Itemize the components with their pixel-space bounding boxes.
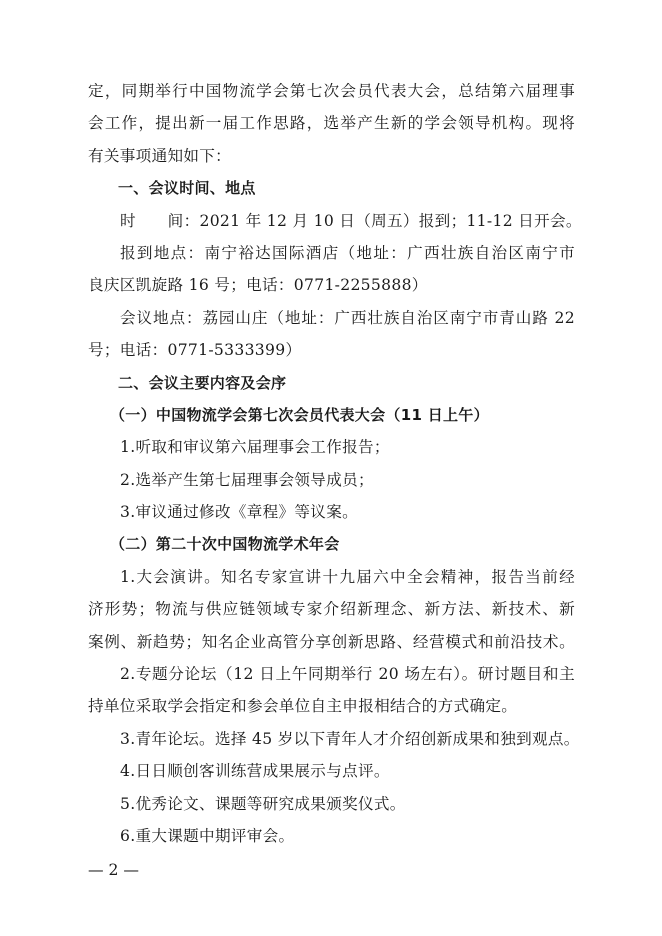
subsection-heading-1: （一）中国物流学会第七次会员代表大会（11 日上午） [110,405,489,424]
subsection-heading-2: （二）第二十次中国物流学术年会 [110,535,340,554]
meeting-time-line: 时 间：2021 年 12 月 10 日（周五）报到；11-12 日开会。 [120,211,582,230]
list-item: 1.听取和审议第六届理事会工作报告； [120,438,390,457]
list-item: 3.青年论坛。选择 45 岁以下青年人才介绍创新成果和独到观点。 [120,729,580,748]
paragraph-line: 济形势；物流与供应链领域专家介绍新理念、新方法、新技术、新 [88,600,575,619]
paragraph-line: 案例、新趋势；知名企业高管分享创新思路、经营模式和前沿技术。 [88,632,575,651]
list-item: 5.优秀论文、课题等研究成果颁奖仪式。 [120,794,406,813]
list-item: 3.审议通过修改《章程》等议案。 [120,503,358,522]
registration-location-line: 报到地点：南宁裕达国际酒店（地址：广西壮族自治区南宁市 [120,243,575,262]
paragraph-line: 会工作，提出新一届工作思路，选举产生新的学会领导机构。现将 [88,114,575,133]
list-item: 1.大会演讲。知名专家宣讲十九届六中全会精神，报告当前经 [120,567,575,586]
paragraph-line: 定，同期举行中国物流学会第七次会员代表大会，总结第六届理事 [88,82,575,100]
meeting-phone-line: 号；电话：0771-5333399） [88,341,302,360]
page-number: — 2 — [88,861,140,879]
list-item: 2.选举产生第七届理事会领导成员； [120,470,374,489]
list-item: 6.重大课题中期评审会。 [120,826,295,845]
document-page [88,75,582,852]
paragraph-line: 有关事项通知如下： [88,146,232,165]
list-item: 2.专题分论坛（12 日上午同期举行 20 场左右）。研讨题目和主 [120,665,575,684]
section-heading-2: 二、会议主要内容及会序 [118,373,287,392]
registration-address-line: 良庆区凯旋路 16 号；电话：0771-2255888） [88,276,428,295]
section-heading-1: 一、会议时间、地点 [118,179,256,198]
paragraph-line: 持单位采取学会指定和参会单位自主申报相结合的方式确定。 [88,697,518,716]
list-item: 4.日日顺创客训练营成果展示与点评。 [120,762,390,781]
meeting-location-line: 会议地点：荔园山庄（地址：广西壮族自治区南宁市青山路 22 [120,308,575,327]
